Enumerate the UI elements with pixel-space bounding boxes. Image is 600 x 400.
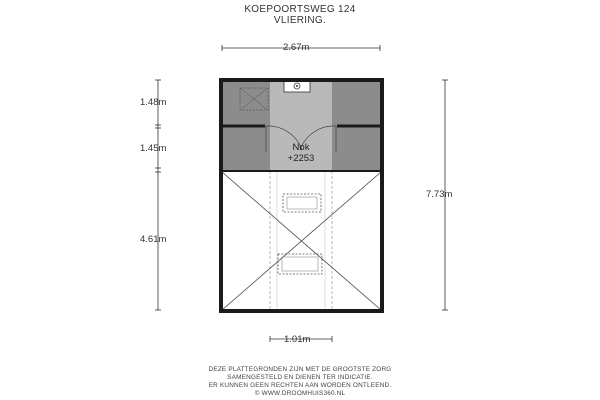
attic-floorplan	[221, 80, 382, 311]
seg1-label: 1.48m	[140, 97, 167, 108]
seg2-label: 1.45m	[140, 143, 167, 154]
copyright-link[interactable]: © WWW.DROOMHUIS360.NL	[254, 390, 346, 397]
ridge-label: Nok	[292, 142, 310, 153]
ridge-height: +2253	[287, 153, 315, 164]
width-top-label: 2.67m	[283, 42, 310, 53]
address-title: KOEPOORTSWEG 124	[244, 4, 356, 15]
dimension-depth-left	[155, 80, 161, 310]
floor-title: VLIERING.	[273, 15, 327, 26]
width-bottom-label: 1.01m	[284, 334, 311, 345]
disclaimer-line: DEZE PLATTEGRONDEN ZIJN MET DE GROOTSTE ZORG	[208, 366, 392, 373]
disclaimer-line: SAMENGESTELD EN DIENEN TER INDICATIE.	[227, 374, 373, 381]
total-depth-label: 7.73m	[426, 189, 453, 200]
disclaimer	[0, 366, 600, 398]
seg3-label: 4.61m	[140, 234, 167, 245]
disclaimer-line: ER KUNNEN GEEN RECHTEN AAN WORDEN ONTLEEND.	[208, 382, 392, 389]
